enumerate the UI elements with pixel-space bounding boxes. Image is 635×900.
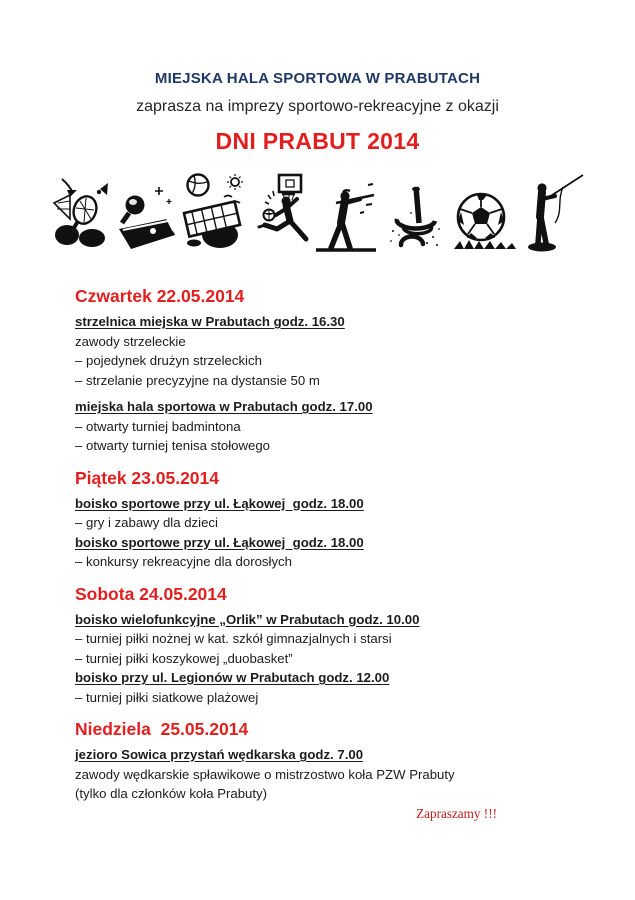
event-line: – turniej piłki koszykowej „duobasket”: [75, 650, 293, 666]
section-niedziela: [75, 718, 575, 804]
venue-line: boisko sportowe przy ul. Łąkowej godz. 18.00: [75, 534, 364, 550]
football-icon: [450, 171, 516, 259]
venue-line: boisko wielofunkcyjne „Orlik” w Prabutach godz. 10.00: [75, 611, 420, 627]
venue-line: jezioro Sowica przystań wędkarska godz. 7.00: [75, 747, 364, 762]
schedule: [0, 285, 635, 823]
basketball-icon: [249, 171, 311, 259]
ring-toss-icon: [383, 171, 447, 259]
section-piatek: [75, 467, 575, 572]
day-heading-czwartek: Czwartek 22.05.2014: [75, 286, 245, 306]
fishing-icon: [519, 171, 585, 259]
event-line: – gry i zabawy dla dzieci: [75, 515, 218, 530]
event-line: – turniej piłki nożnej w kat. szkół gimnazjalnych i starsi: [75, 631, 392, 646]
day-heading-niedziela: Niedziela 25.05.2014: [75, 719, 249, 739]
event-line: zawody strzeleckie: [75, 333, 186, 349]
venue-line: boisko przy ul. Legionów w Prabutach godz. 12.00: [75, 670, 390, 685]
event-line: – strzelanie precyzyjne na dystansie 50 m: [75, 372, 320, 388]
venue-line: strzelnica miejska w Prabutach godz. 16.30: [75, 314, 345, 329]
venue-line: miejska hala sportowa w Prabutach godz. 17.00: [75, 399, 373, 414]
event-line: – otwarty turniej badmintona: [75, 418, 241, 434]
shooting-icon: [314, 171, 380, 259]
venue-title: MIEJSKA HALA SPORTOWA W PRABUTACH: [154, 70, 481, 87]
day-heading-piatek: Piątek 23.05.2014: [75, 467, 220, 488]
event-line: – turniej piłki siatkowe plażowej: [75, 689, 259, 705]
day-heading-sobota: Sobota 24.05.2014: [75, 583, 227, 604]
event-line: – konkursy rekreacyjne dla dorosłych: [75, 554, 292, 569]
event-line: zawody wędkarskie spławikowe o mistrzostwo koła PZW Prabuty: [75, 766, 455, 782]
volleyball-icon: [180, 171, 246, 259]
section-sobota: [75, 583, 575, 708]
event-line: – pojedynek drużyn strzeleckich: [75, 353, 262, 368]
event-line: (tylko dla członków koła Prabuty): [75, 786, 268, 801]
event-title: DNI PRABUT 2014: [215, 128, 420, 154]
badminton-icon: [50, 173, 112, 259]
sports-clipart-band: [68, 171, 568, 259]
section-czwartek: [75, 285, 575, 456]
venue-line: boisko sportowe przy ul. Łąkowej godz. 18.00: [75, 495, 364, 511]
table-tennis-icon: [115, 173, 177, 259]
flyer-subtitle: zaprasza na imprezy sportowo-rekreacyjne z okazji: [136, 98, 499, 115]
event-line: – otwarty turniej tenisa stołowego: [75, 438, 270, 453]
closing-text: Zapraszamy !!!: [416, 805, 497, 821]
